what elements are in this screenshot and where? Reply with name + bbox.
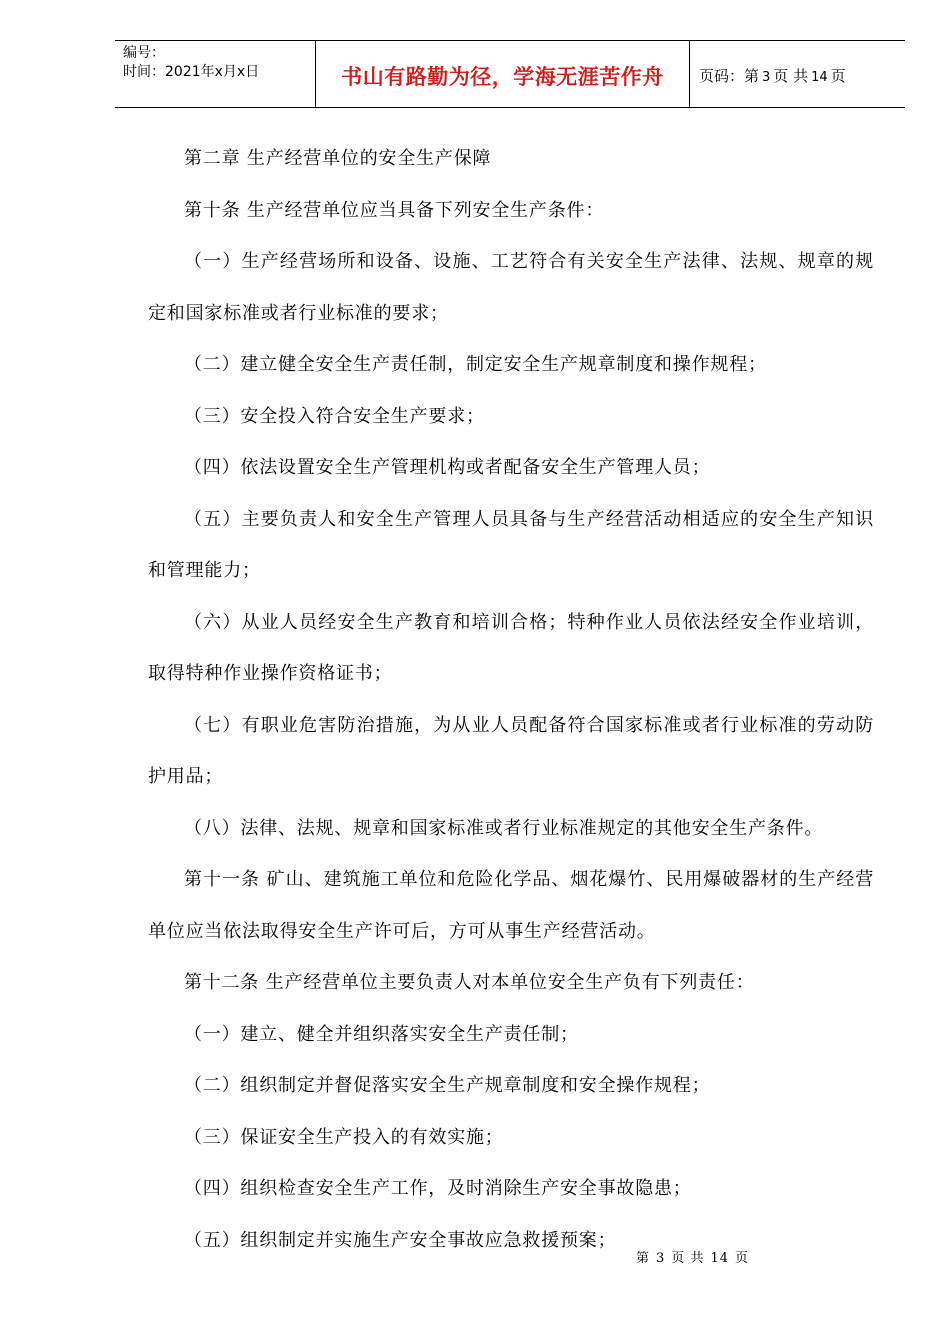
page-header [115, 40, 905, 108]
article-10-item-3: （三）安全投入符合安全生产要求； [184, 405, 485, 427]
article-12-item-1: （一）建立、健全并组织落实安全生产责任制； [184, 1023, 579, 1045]
article-11: 第十一条 矿山、建筑施工单位和危险化学品、烟花爆竹、民用爆破器材的生产经营单位应当依法取得安全生产许可后，方可从事生产经营活动。 [148, 869, 874, 942]
article-10-item-4: （四）依法设置安全生产管理机构或者配备安全生产管理人员； [184, 457, 711, 478]
header-page-prefix: 页码：第 [699, 67, 760, 85]
date-label: 时间：2021年x月x日 [123, 64, 260, 80]
footer-page-total: 14 [710, 1251, 729, 1266]
article-12-item-5: （五）组织制定并实施生产安全事故应急救援预案； [184, 1229, 617, 1251]
article-10-item-5: （五）主要负责人和安全生产管理人员具备与生产经营活动相适应的安全生产知识和管理能力； [148, 508, 874, 581]
header-page-total: 14 [811, 70, 828, 85]
serial-number-label: 编号： [123, 45, 165, 61]
article-12-item-4: （四）组织检查安全生产工作，及时消除生产安全事故隐患； [184, 1178, 692, 1199]
footer-page-mid: 页 共 [671, 1251, 705, 1266]
chapter-heading: 第二章 生产经营单位的安全生产保障 [184, 148, 492, 169]
header-motto: 书山有路勤为径，学海无涯苦作舟 [341, 65, 664, 89]
article-10-item-1: （一）生产经营场所和设备、设施、工艺符合有关安全生产法律、法规、规章的规定和国家标准或者行业标准的要求； [148, 251, 874, 324]
header-meta [123, 41, 313, 107]
footer-page-current: 3 [656, 1251, 666, 1266]
page-footer [636, 1247, 755, 1266]
header-divider-right [689, 41, 690, 107]
article-10-item-8: （八）法律、法规、规章和国家标准或者行业标准规定的其他安全生产条件。 [184, 817, 824, 839]
article-10-item-2: （二）建立健全安全生产责任制，制定安全生产规章制度和操作规程； [184, 354, 767, 375]
article-10-item-7: （七）有职业危害防治措施，为从业人员配备符合国家标准或者行业标准的劳动防护用品； [148, 714, 874, 787]
article-12-item-3: （三）保证安全生产投入的有效实施； [184, 1126, 504, 1148]
article-10-item-6: （六）从业人员经安全生产教育和培训合格；特种作业人员依法经安全作业培训，取得特种作业操作资格证书； [148, 611, 874, 684]
footer-suffix: 页 [734, 1251, 749, 1266]
header-page-indicator [699, 65, 846, 86]
header-page-current: 3 [762, 70, 771, 85]
article-10: 第十条 生产经营单位应当具备下列安全生产条件： [184, 199, 605, 221]
header-page-mid: 页 共 [773, 67, 809, 85]
article-12: 第十二条 生产经营单位主要负责人对本单位安全生产负有下列责任： [184, 972, 755, 993]
footer-prefix: 第 [636, 1251, 651, 1266]
document-body [148, 133, 874, 1266]
article-12-item-2: （二）组织制定并督促落实安全生产规章制度和安全操作规程； [184, 1075, 711, 1096]
header-page-suffix: 页 [830, 67, 846, 85]
